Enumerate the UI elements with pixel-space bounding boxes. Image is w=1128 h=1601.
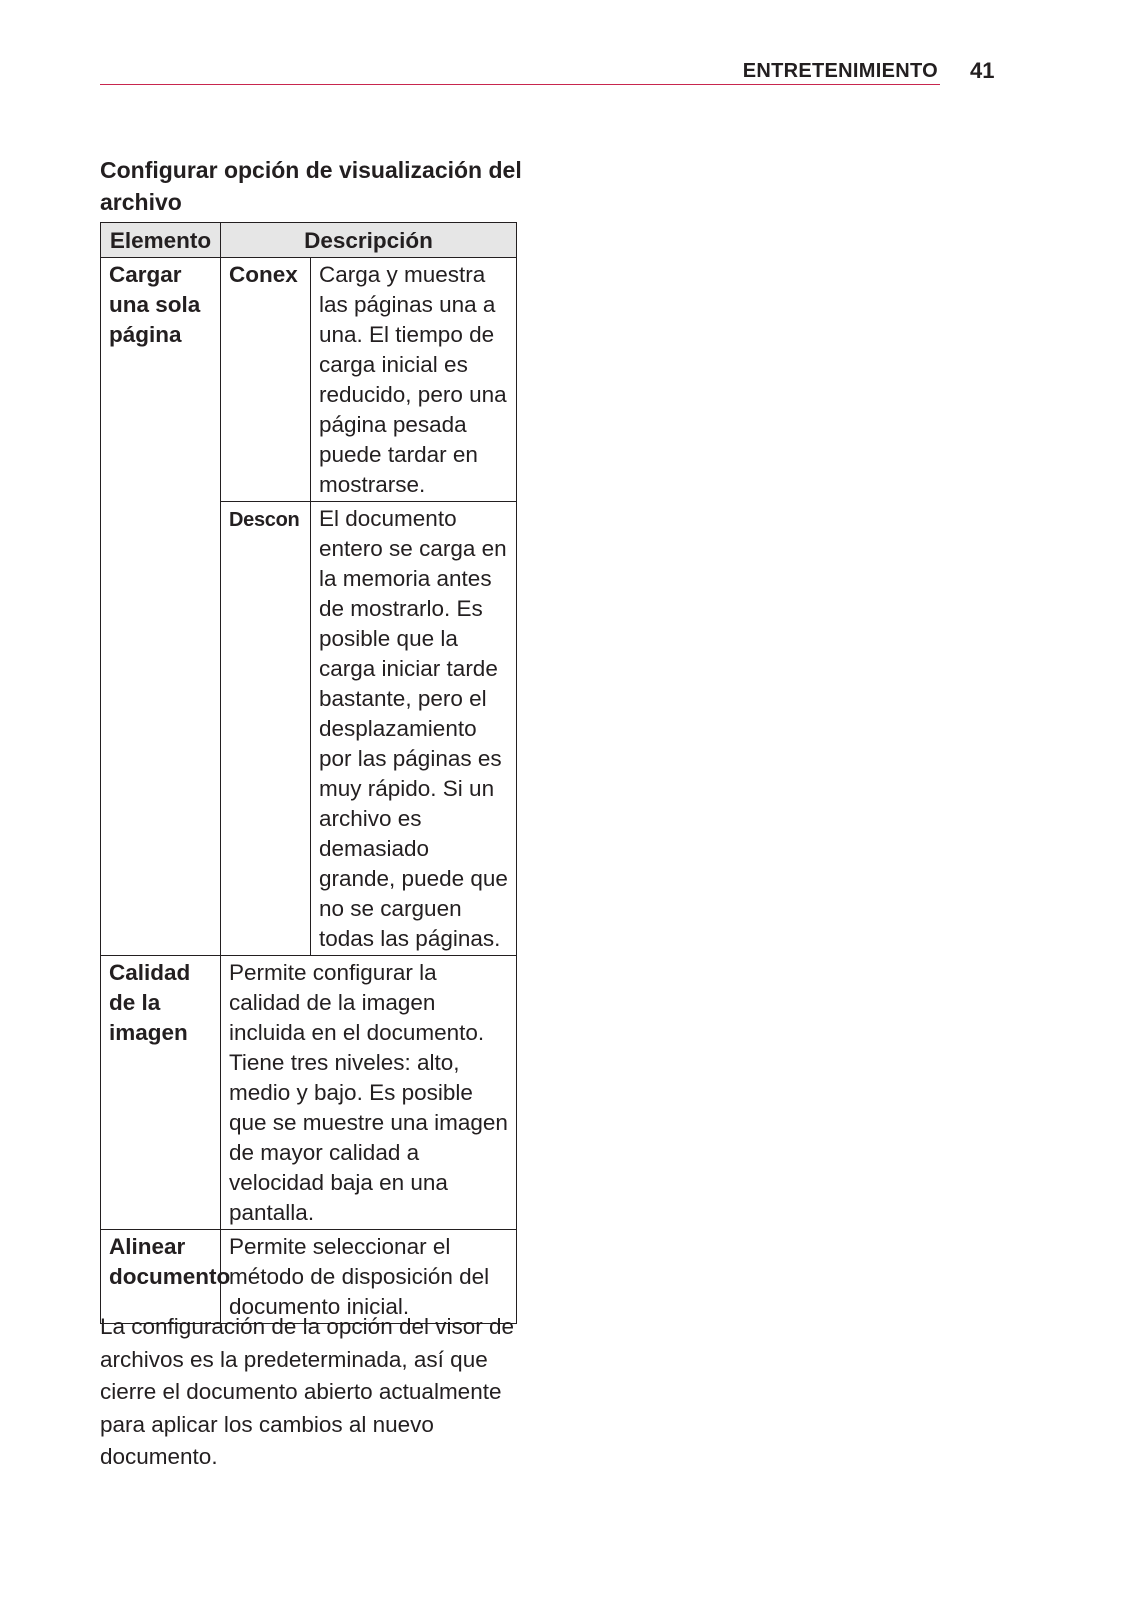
option-description: Carga y muestra las páginas una a una. El tiempo de carga inicial es reducido, pero una página pesada puede tardar en mostrarse. <box>311 258 517 502</box>
table-row <box>101 956 517 1230</box>
section-label: ENTRETENIMIENTO <box>742 60 938 82</box>
page-number: 41 <box>970 58 995 83</box>
display-options-table <box>100 222 517 1324</box>
option-label: Conex <box>221 258 311 502</box>
table-header-row <box>101 223 517 258</box>
table-row <box>101 258 517 502</box>
row-item-label: Calidad de la imagen <box>101 956 221 1230</box>
section-heading: Configurar opción de visualización del archivo <box>100 157 522 215</box>
header-rule <box>100 84 940 85</box>
option-label: Descon <box>221 502 311 956</box>
column-header-description: Descripción <box>221 223 517 258</box>
row-item-label: Cargar una sola página <box>101 258 221 956</box>
body-paragraph: La configuración de la opción del visor de archivos es la predeterminada, así que cierre el documento abierto actualmente para aplicar los cambios al nuevo documento. <box>100 1314 515 1469</box>
row-description: Permite seleccionar el método de disposición del documento inicial. <box>221 1230 517 1324</box>
row-description: Permite configurar la calidad de la imagen incluida en el documento. Tiene tres niveles: alto, medio y bajo. Es posible que se muestre una imagen de mayor calidad a velocidad baja en una pantalla. <box>221 956 517 1230</box>
row-item-label: Alinear documento <box>101 1230 221 1324</box>
option-description: El documento entero se carga en la memoria antes de mostrarlo. Es posible que la carga iniciar tarde bastante, pero el desplazamiento por las páginas es muy rápido. Si un archivo es demasiado grande, puede que no se carguen todas las páginas. <box>311 502 517 956</box>
table-row <box>101 1230 517 1324</box>
column-header-element: Elemento <box>101 223 221 258</box>
